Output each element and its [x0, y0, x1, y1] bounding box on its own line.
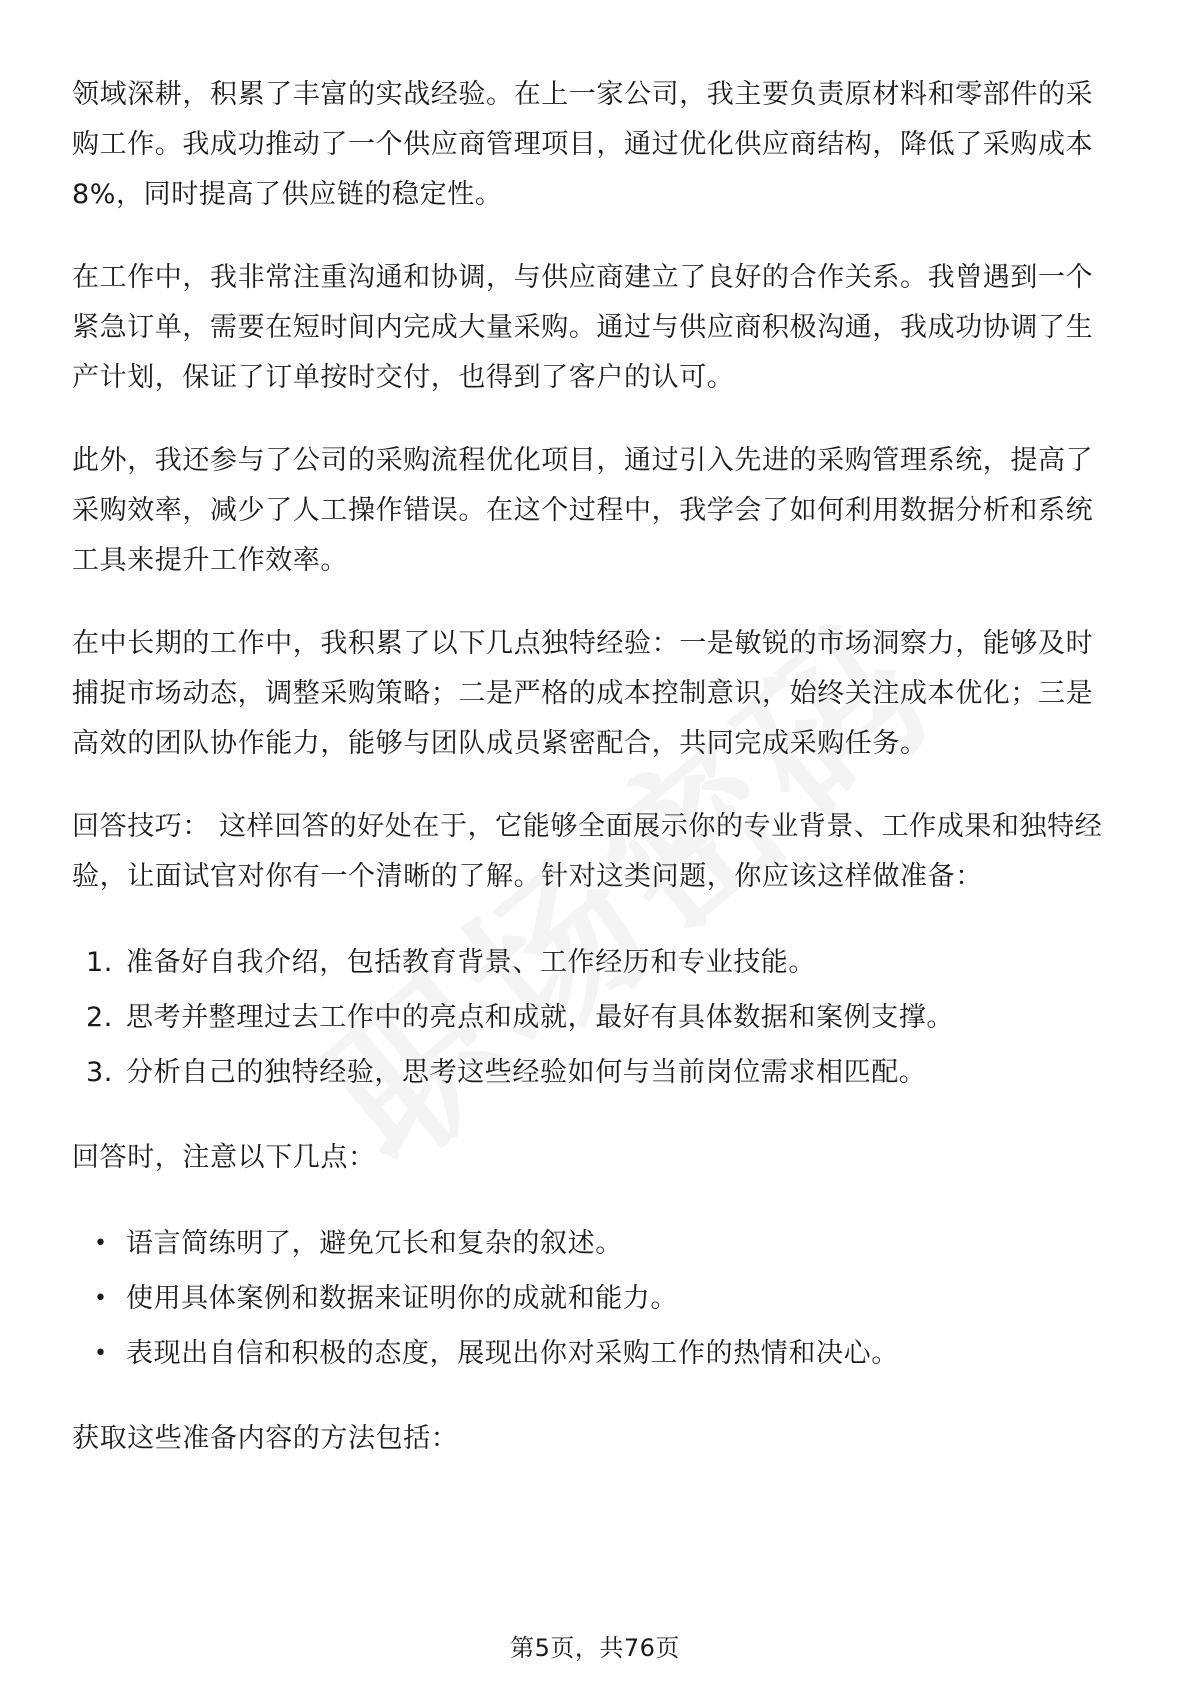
list-item — [72, 1045, 1118, 1100]
paragraph-closing: 获取这些准备内容的方法包括： — [72, 1423, 459, 1454]
paragraph-communication: 在工作中，我非常注重沟通和协调，与供应商建立了良好的合作关系。我曾遇到一个紧急订单，需要在短时间内完成大量采购。通过与供应商积极沟通，我成功协调了生产计划，保证了订单按时交付，也得到了客户的认可。 — [72, 262, 1094, 393]
list-number: 2. — [86, 1002, 113, 1033]
list-item-text: 思考并整理过去工作中的亮点和成就，最好有具体数据和案例支撑。 — [126, 1002, 954, 1033]
list-item-text: 语言简练明了，避免冗长和复杂的叙述。 — [126, 1228, 623, 1259]
list-item — [72, 990, 1118, 1045]
list-item-text: 分析自己的独特经验，思考这些经验如何与当前岗位需求相匹配。 — [126, 1057, 927, 1088]
paragraph-unique-experience: 在中长期的工作中，我积累了以下几点独特经验：一是敏锐的市场洞察力，能够及时捕捉市场动态，调整采购策略；二是严格的成本控制意识，始终关注成本优化；三是高效的团队协作能力，能够与团队成员紧密配合，共同完成采购任务。 — [72, 628, 1094, 759]
list-item — [72, 1326, 1118, 1381]
list-item-text: 表现出自信和积极的态度，展现出你对采购工作的热情和决心。 — [126, 1338, 899, 1369]
list-item — [72, 935, 1118, 990]
numbered-list — [72, 935, 1118, 1100]
list-item-text: 准备好自我介绍，包括教育背景、工作经历和专业技能。 — [126, 947, 816, 978]
list-item — [72, 1216, 1118, 1271]
paragraph-notes-intro: 回答时，注意以下几点： — [72, 1142, 376, 1173]
list-item-text: 使用具体案例和数据来证明你的成就和能力。 — [126, 1283, 678, 1314]
page-content — [72, 70, 1118, 1497]
bullet-icon: • — [94, 1286, 108, 1311]
bullet-icon: • — [94, 1341, 108, 1366]
list-number: 3. — [86, 1057, 113, 1088]
paragraph-experience: 领域深耕，积累了丰富的实战经验。在上一家公司，我主要负责原材料和零部件的采购工作。我成功推动了一个供应商管理项目，通过优化供应商结构，降低了采购成本8%，同时提高了供应链的稳定性。 — [72, 79, 1094, 210]
list-number: 1. — [86, 947, 113, 978]
paragraph-process-optimization: 此外，我还参与了公司的采购流程优化项目，通过引入先进的采购管理系统，提高了采购效率，减少了人工操作错误。在这个过程中，我学会了如何利用数据分析和系统工具来提升工作效率。 — [72, 445, 1094, 576]
page-footer: 第5页，共76页 — [510, 1634, 680, 1662]
bullet-list — [72, 1216, 1118, 1381]
list-item — [72, 1271, 1118, 1326]
paragraph-answer-tips: 回答技巧： 这样回答的好处在于，它能够全面展示你的专业背景、工作成果和独特经验，让面试官对你有一个清晰的了解。针对这类问题，你应该这样做准备： — [72, 811, 1103, 892]
bullet-icon: • — [94, 1231, 108, 1256]
